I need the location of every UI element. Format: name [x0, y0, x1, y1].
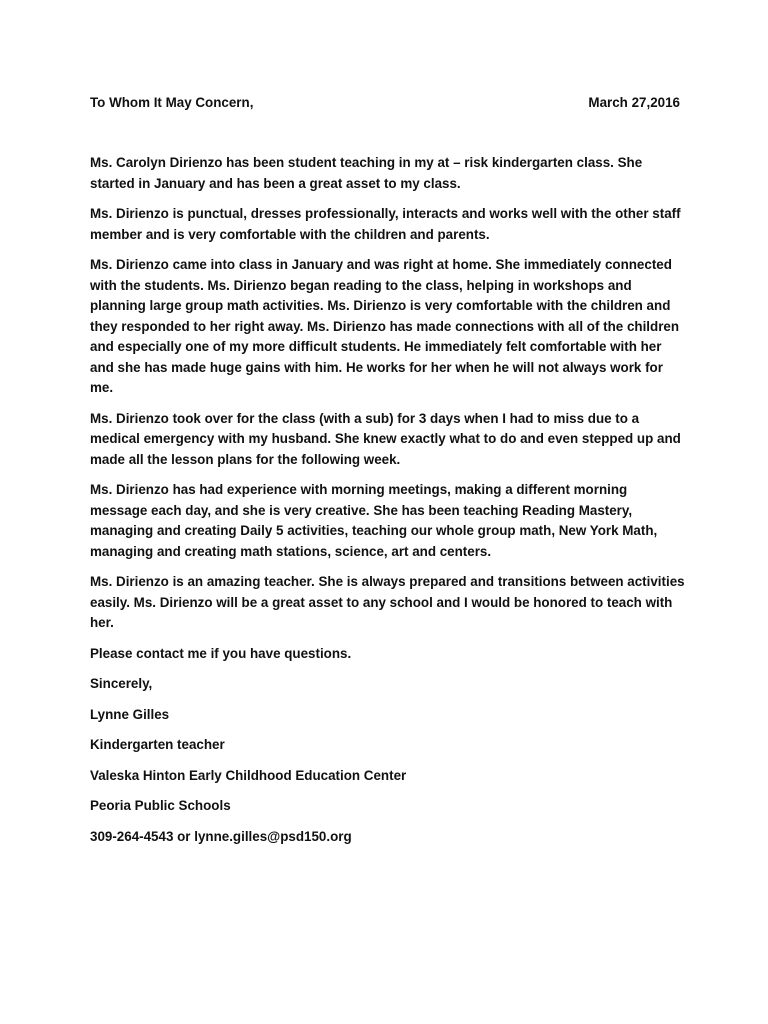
paragraph-line: with the students. Ms. Dirienzo began reading to the class, helping in workshops and	[90, 277, 632, 293]
paragraph-2	[90, 204, 680, 245]
letter-body	[90, 153, 685, 857]
signer-contact: 309-264-4543 or lynne.gilles@psd150.org	[90, 828, 352, 844]
paragraph-5	[90, 480, 680, 562]
paragraph-line: Ms. Dirienzo is punctual, dresses professionally, interacts and works well with the other staff	[90, 206, 681, 221]
paragraph-line: they responded to her right away. Ms. Dirienzo has made connections with all of the children	[90, 318, 680, 334]
paragraph-line: Please contact me if you have questions.	[90, 645, 352, 661]
letter-date: March 27,2016	[588, 95, 680, 110]
paragraph-line: Ms. Dirienzo is an amazing teacher. She is always prepared and transitions between activities	[90, 574, 685, 589]
paragraph-line: Ms. Carolyn Dirienzo has been student teaching in my at – risk kindergarten class. She	[90, 155, 643, 170]
paragraph-line: managing and creating math stations, science, art and centers.	[90, 543, 492, 559]
paragraph-line: Ms. Dirienzo took over for the class (with a sub) for 3 days when I had to miss due to a	[90, 410, 640, 426]
paragraph-line: member and is very comfortable with the children and parents.	[90, 226, 490, 242]
paragraph-line: made all the lesson plans for the following week.	[90, 451, 401, 467]
paragraph-4	[90, 409, 680, 471]
paragraph-line: medical emergency with my husband. She knew exactly what to do and even stepped up and	[90, 431, 681, 446]
signer-name: Lynne Gilles	[90, 706, 170, 722]
signer-title: Kindergarten teacher	[90, 737, 225, 752]
paragraph-1	[90, 153, 680, 194]
closing: Sincerely,	[90, 676, 153, 691]
paragraph-3	[90, 255, 680, 399]
paragraph-line: managing and creating Daily 5 activities, teaching our whole group math, New York Math,	[90, 523, 658, 538]
paragraph-line: and she has made huge gains with him. He works for her when he will not always work for	[90, 359, 663, 375]
paragraph-7	[90, 644, 680, 665]
paragraph-line: planning large group math activities. Ms. Dirienzo is very comfortable with the children and	[90, 298, 671, 313]
paragraph-line: and especially one of my more difficult students. He immediately felt comfortable with her	[90, 339, 662, 354]
paragraph-line: Ms. Dirienzo has had experience with morning meetings, making a different morning	[90, 482, 628, 497]
paragraph-line: easily. Ms. Dirienzo will be a great asset to any school and I would be honored to teach with	[90, 594, 673, 610]
paragraph-line: started in January and has been a great asset to my class.	[90, 175, 461, 191]
paragraph-6	[90, 572, 685, 634]
signer-organization: Valeska Hinton Early Childhood Education Center	[90, 767, 407, 783]
salutation: To Whom It May Concern,	[90, 95, 254, 110]
paragraph-line: her.	[90, 615, 114, 630]
letter-header	[90, 95, 680, 115]
signer-district: Peoria Public Schools	[90, 798, 231, 813]
paragraph-line: message each day, and she is very creative. She has been teaching Reading Mastery,	[90, 502, 633, 518]
paragraph-line: Ms. Dirienzo came into class in January and was right at home. She immediately connected	[90, 257, 672, 272]
paragraph-line: me.	[90, 380, 114, 395]
